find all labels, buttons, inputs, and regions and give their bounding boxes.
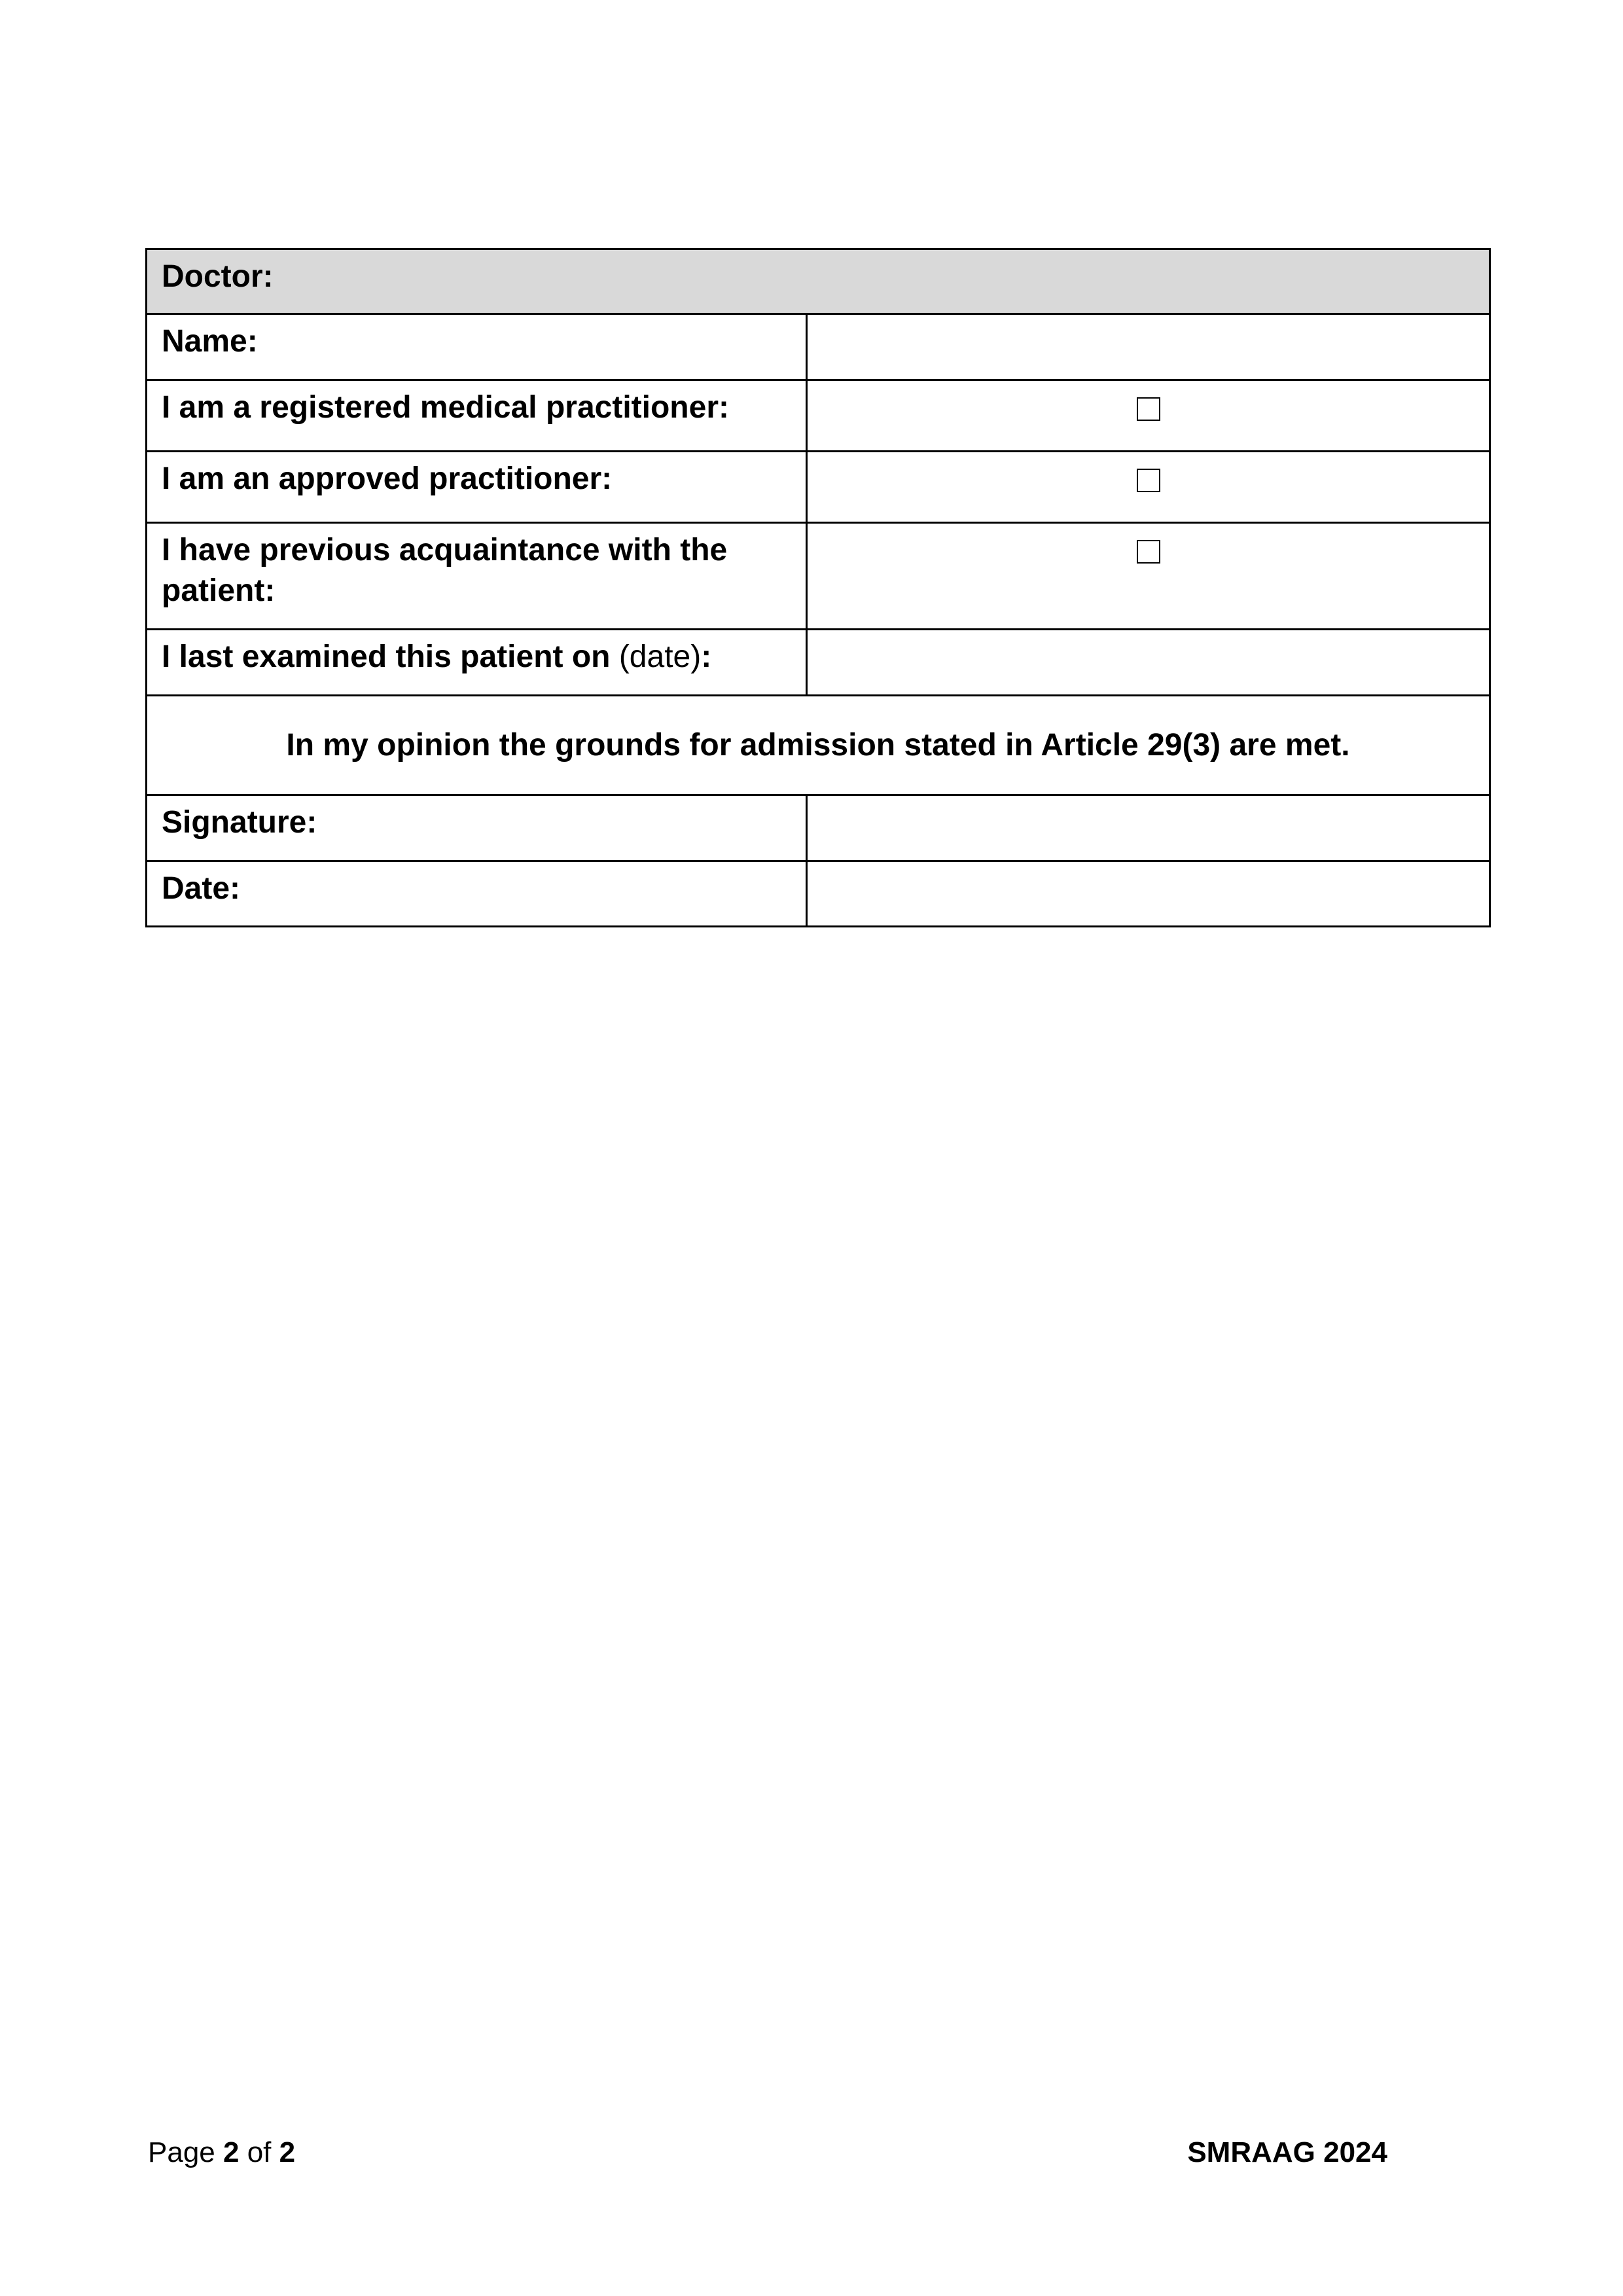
- last-examined-label: [147, 630, 807, 696]
- page-prefix: Page: [148, 2136, 223, 2168]
- opinion-statement: In my opinion the grounds for admission stated in Article 29(3) are met.: [147, 696, 1490, 795]
- table-row-header: [147, 249, 1490, 314]
- table-row-signature: [147, 795, 1490, 861]
- table-row-last-examined: [147, 630, 1490, 696]
- registered-practitioner-cell: [807, 380, 1490, 452]
- table-row-previous-acquaintance: [147, 523, 1490, 630]
- last-examined-date-field[interactable]: [807, 630, 1490, 696]
- registered-practitioner-label: I am a registered medical practitioner:: [147, 380, 807, 452]
- approved-practitioner-cell: [807, 452, 1490, 523]
- table-row-opinion: [147, 696, 1490, 795]
- approved-practitioner-label: I am an approved practitioner:: [147, 452, 807, 523]
- approved-practitioner-checkbox[interactable]: [1137, 469, 1160, 492]
- last-examined-prefix: I last examined this patient on: [162, 639, 619, 674]
- name-label: Name:: [147, 314, 807, 380]
- last-examined-suffix: :: [701, 639, 712, 674]
- table-row-name: [147, 314, 1490, 380]
- page-of: of: [239, 2136, 279, 2168]
- doctor-form-table: [145, 248, 1491, 927]
- last-examined-date-word: (date): [618, 639, 702, 674]
- page-total: 2: [279, 2136, 296, 2168]
- name-field[interactable]: [807, 314, 1490, 380]
- previous-acquaintance-cell: [807, 523, 1490, 630]
- signature-field[interactable]: [807, 795, 1490, 861]
- registered-practitioner-checkbox[interactable]: [1137, 397, 1160, 421]
- page-current: 2: [223, 2136, 240, 2168]
- previous-acquaintance-checkbox[interactable]: [1137, 540, 1160, 564]
- table-row-approved: [147, 452, 1490, 523]
- document-code: SMRAAG 2024: [1187, 2136, 1387, 2168]
- table-row-registered: [147, 380, 1490, 452]
- table-row-date: [147, 861, 1490, 927]
- date-field[interactable]: [807, 861, 1490, 927]
- previous-acquaintance-label: I have previous acquaintance with the patient:: [147, 523, 807, 630]
- page-number: [148, 2136, 295, 2169]
- date-label: Date:: [147, 861, 807, 927]
- signature-label: Signature:: [147, 795, 807, 861]
- section-header: Doctor:: [147, 249, 1490, 314]
